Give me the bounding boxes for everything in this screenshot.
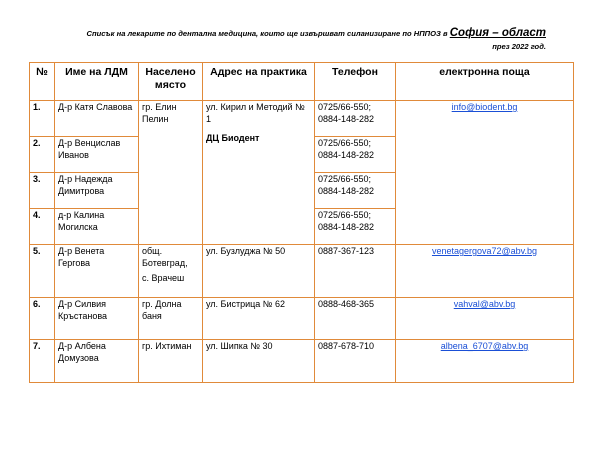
table-row [30, 245, 574, 298]
row-address: ул. Бузлуджа № 50 [203, 245, 315, 298]
row-number: 5. [30, 245, 55, 298]
title-year: през 2022 год. [492, 42, 546, 51]
table-row [30, 298, 574, 340]
document-title [40, 28, 546, 39]
row-phone: 0725/66-550; 0884-148-282 [315, 101, 396, 137]
row-number: 6. [30, 298, 55, 340]
row-number: 1. [30, 101, 55, 137]
email-link[interactable]: info@biodent.bg [451, 102, 518, 112]
title-region: София – област [449, 27, 546, 39]
row-address: ул. Шипка № 30 [203, 340, 315, 383]
row-number: 4. [30, 209, 55, 245]
col-header-name: Име на ЛДМ [55, 63, 139, 101]
row-address-note: ДЦ Биодент [206, 133, 260, 143]
row-phone: 0725/66-550; 0884-148-282 [315, 173, 396, 209]
row-phone: 0888-468-365 [315, 298, 396, 340]
row-number: 2. [30, 137, 55, 173]
email-link[interactable]: albena_6707@abv.bg [440, 341, 529, 351]
col-header-number: № [30, 63, 55, 101]
row-place-village: с. Врачеш [142, 273, 185, 283]
row-name: Д-р Силвия Кръстанова [55, 298, 139, 340]
dentists-table [29, 62, 574, 383]
row-name: Д-р Венета Гергова [55, 245, 139, 298]
row-email-cell [396, 298, 574, 340]
row-number: 7. [30, 340, 55, 383]
row-name: Д-р Надежда Димитрова [55, 173, 139, 209]
row-name: Д-р Албена Домузова [55, 340, 139, 383]
row-address: ул. Бистрица № 62 [203, 298, 315, 340]
col-header-address: Адрес на практика [203, 63, 315, 101]
col-header-phone: Телефон [315, 63, 396, 101]
row-phone: 0887-367-123 [315, 245, 396, 298]
row-email-cell [396, 340, 574, 383]
row-email-cell [396, 245, 574, 298]
row-place: гр. Елин Пелин [139, 101, 203, 245]
col-header-email: електронна поща [396, 63, 574, 101]
row-phone: 0887-678-710 [315, 340, 396, 383]
row-name: д-р Калина Могилска [55, 209, 139, 245]
row-address-cell [203, 101, 315, 245]
row-address: ул. Кирил и Методий № 1 [206, 102, 305, 124]
row-phone: 0725/66-550; 0884-148-282 [315, 137, 396, 173]
row-place: общ. Ботевград, [142, 246, 188, 268]
row-phone: 0725/66-550; 0884-148-282 [315, 209, 396, 245]
table-row [30, 101, 574, 137]
email-link[interactable]: vahval@abv.bg [453, 299, 516, 309]
row-name: Д-р Катя Славова [55, 101, 139, 137]
row-place: гр. Долна баня [139, 298, 203, 340]
row-place: гр. Ихтиман [139, 340, 203, 383]
row-place-cell [139, 245, 203, 298]
email-link[interactable]: venetagergova72@abv.bg [431, 246, 538, 256]
table-header-row [30, 63, 574, 101]
row-number: 3. [30, 173, 55, 209]
table-row [30, 340, 574, 383]
row-email-cell [396, 101, 574, 245]
row-name: Д-р Венцислав Иванов [55, 137, 139, 173]
col-header-place: Населено място [139, 63, 203, 101]
title-prefix: Списък на лекарите по дентална медицина, които ще извършват силанизиране по НППОЗ в [86, 29, 448, 38]
